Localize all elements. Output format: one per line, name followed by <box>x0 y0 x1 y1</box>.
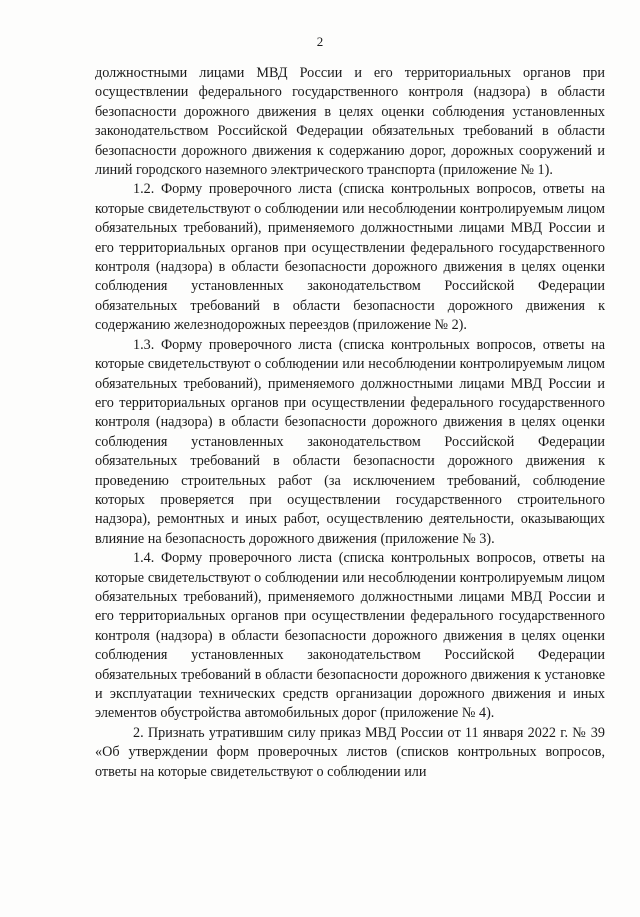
paragraph-item-2: 2. Признать утратившим силу приказ МВД России от 11 января 2022 г. № 39 «Об утверждении форм проверочных листов (списков контрольных вопросов, ответы на которые свидетельствуют о соблюдении или <box>95 724 605 780</box>
paragraph-continuation: должностными лицами МВД России и его территориальных органов при осуществлении федерального государственного контроля (надзора) в области безопасности дорожного движения в целях оценки соблюдения установленных законодательством Российской Федерации обязательных требований в области безопасности дорожного движения к содержанию дорог, дорожных сооружений и линий городского наземного электрического транспорта (приложение № 1). <box>95 65 605 179</box>
paragraph-item-1-3: 1.3. Форму проверочного листа (списка контрольных вопросов, ответы на которые свидетельствуют о соблюдении или несоблюдении контролируемым лицом обязательных требований), применяемого должностными лицами МВД России и его территориальных органов при осуществлении федерального государственного контроля (надзора) в области безопасности дорожного движения в целях оценки соблюдения установленных законодательством Российской Федерации обязательных требований в области безопасности дорожного движения к проведению строительных работ (за исключением требований, соблюдение которых проверяется при осуществлении государственного строительного надзора), ремонтных и иных работ, осуществлению деятельности, оказывающих влияние на безопасность дорожного движения (приложение № 3). <box>95 336 605 547</box>
page-number: 2 <box>316 34 324 49</box>
paragraph-item-1-2: 1.2. Форму проверочного листа (списка контрольных вопросов, ответы на которые свидетельствуют о соблюдении или несоблюдении контролируемым лицом обязательных требований), применяемого должностными лицами МВД России и его территориальных органов при осуществлении федерального государственного контроля (надзора) в области безопасности дорожного движения в целях оценки соблюдения установленных законодательством Российской Федерации обязательных требований в области безопасности дорожного движения к содержанию железнодорожных переездов (приложение № 2). <box>95 181 605 334</box>
document-body <box>95 64 605 782</box>
paragraph-item-1-4: 1.4. Форму проверочного листа (списка контрольных вопросов, ответы на которые свидетельствуют о соблюдении или несоблюдении контролируемым лицом обязательных требований), применяемого должностными лицами МВД России и его территориальных органов при осуществлении федерального государственного контроля (надзора) в области безопасности дорожного движения в целях оценки соблюдения установленных законодательством Российской Федерации обязательных требований в области безопасности дорожного движения к установке и эксплуатации технических средств организации дорожного движения и иных элементов обустройства автомобильных дорог (приложение № 4). <box>95 550 605 722</box>
